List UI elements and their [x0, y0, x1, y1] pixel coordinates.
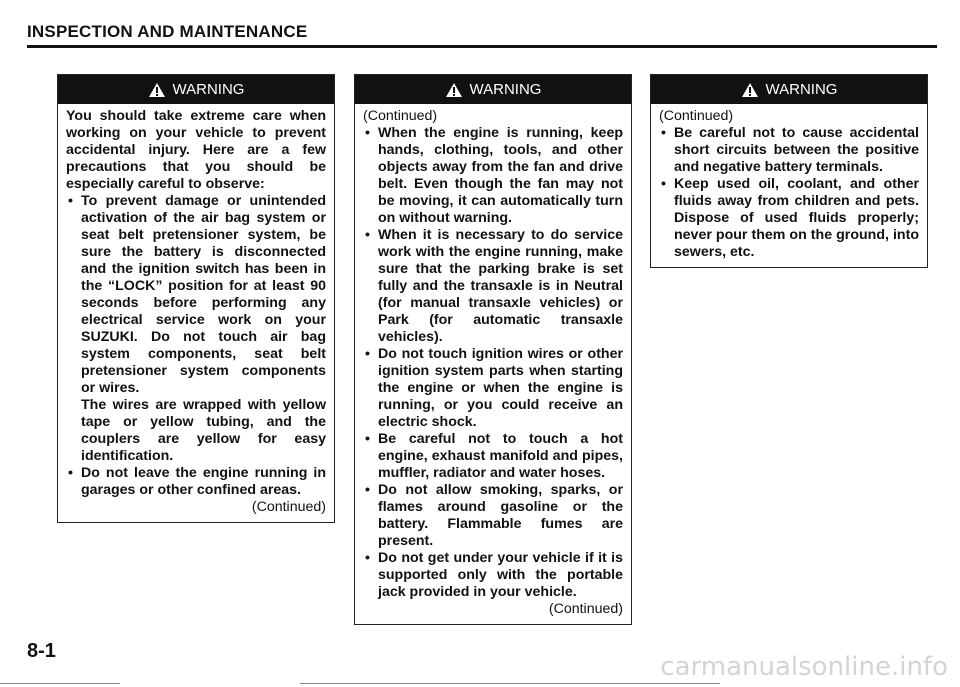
footer-rule-mid: [300, 683, 720, 684]
warning-box-1: [57, 74, 335, 523]
warning-triangle-icon: [445, 82, 463, 98]
list-item-extra-text: The wires are wrapped with yellow tape or yellow tubing, and the couplers are yellow for easy identification.: [81, 397, 326, 464]
list-item: • Be careful not to cause accidental short circuits between the positive and negative battery terminals.: [659, 125, 919, 176]
continued-top-3: (Continued): [659, 108, 734, 124]
warning-label-2: WARNING: [469, 81, 542, 98]
page-number: 8-1: [27, 640, 56, 662]
warning-body-3: [651, 104, 927, 267]
list-item: • Keep used oil, coolant, and other fluids away from children and pets. Dispose of used fluids properly; never pour them on the ground, into sewers, etc.: [659, 176, 919, 261]
warning-header-3: [651, 75, 927, 104]
continued-bottom-2: (Continued): [548, 601, 623, 617]
warning-box-2: [354, 74, 632, 625]
list-item: • When the engine is running, keep hands, clothing, tools, and other objects away from the fan and drive belt. Even though the fan may not be moving, it can automatically turn on without warning.: [363, 125, 623, 227]
watermark-text: carmanualsonline.info: [660, 652, 948, 682]
list-item: • Do not touch ignition wires or other ignition system parts when starting the engine or when the engine is running, or you could receive an electric shock.: [363, 346, 623, 431]
warning-label-3: WARNING: [765, 81, 838, 98]
section-title: INSPECTION AND MAINTENANCE: [27, 22, 308, 41]
list-item: • When it is necessary to do service work with the engine running, make sure that the parking brake is set fully and the transaxle is in Neutral (for manual transaxle vehicles) or Park (for automatic transaxle vehicles).: [363, 227, 623, 346]
warning-body-2: [355, 104, 631, 624]
warning-body-1: [58, 104, 334, 522]
warning-list-2: [363, 125, 623, 601]
list-item: [66, 465, 326, 499]
warning-triangle-icon: [148, 82, 166, 98]
warning-header-2: [355, 75, 631, 104]
list-item: • Do not get under your vehicle if it is supported only with the portable jack provided in your vehicle.: [363, 550, 623, 601]
continued-bottom-1: (Continued): [251, 499, 326, 515]
list-item-text: • To prevent damage or unintended activation of the air bag system or seat belt pretensioner system, be sure the battery is disconnected and the ignition switch has been in the “LOCK” position for at least 90 seconds before performing any electrical service work on your SUZUKI. Do not touch air bag system components, seat belt pretensioner system components or wires.: [81, 193, 326, 396]
warning-list-3: [659, 125, 919, 261]
list-item: • Do not allow smoking, sparks, or flames around gasoline or the battery. Flammable fumes are present.: [363, 482, 623, 550]
warning-triangle-icon: [741, 82, 759, 98]
list-item-text: • Do not leave the engine running in garages or other confined areas.: [81, 465, 326, 498]
warning-box-3: [650, 74, 928, 268]
list-item: • Be careful not to touch a hot engine, exhaust manifold and pipes, muffler, radiator and water hoses.: [363, 431, 623, 482]
warning-label-1: WARNING: [172, 81, 245, 98]
footer-rule-left: [0, 683, 120, 684]
warning-intro: You should take extreme care when working on your vehicle to prevent accidental injury. Here are a few precautions that you should be especially careful to observe:: [66, 108, 326, 192]
warning-list-1: [66, 193, 326, 499]
header-rule: [27, 45, 937, 48]
list-item: [66, 193, 326, 465]
warning-header-1: [58, 75, 334, 104]
continued-top-2: (Continued): [363, 108, 438, 124]
